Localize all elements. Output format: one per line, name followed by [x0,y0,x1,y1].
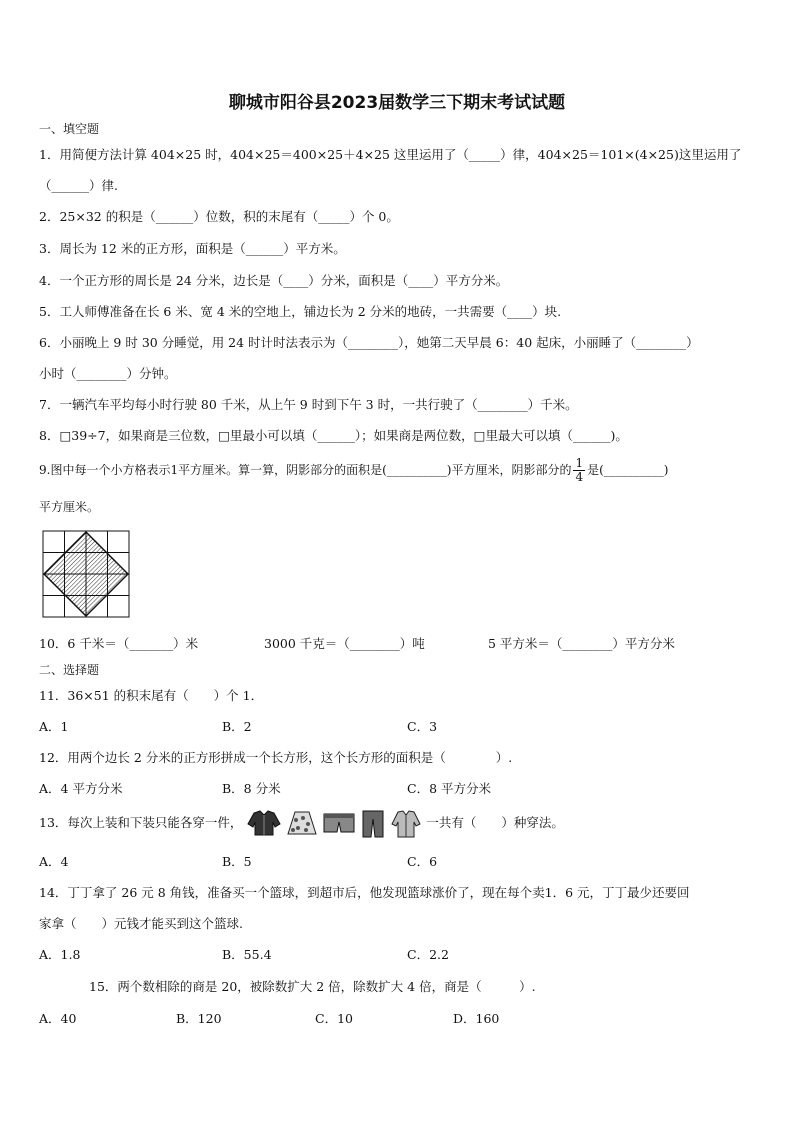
q15-option-b[interactable]: B．120 [176,1011,222,1026]
q13-option-b[interactable]: B．5 [222,854,252,869]
q13-option-c[interactable]: C．6 [407,854,438,869]
question-10-part-b: 3000 千克＝（________）吨 [264,636,425,651]
section-heading-fill: 一、填空题 [39,122,100,136]
section-heading-choice: 二、选择题 [39,663,100,677]
q15-option-c[interactable]: C．10 [315,1011,353,1026]
q15-option-a[interactable]: A．40 [39,1011,77,1026]
question-14-line-2: 家拿（ ）元钱才能买到这个篮球. [39,916,243,931]
question-6-line-2: 小时（________）分钟。 [39,366,177,381]
q14-option-b[interactable]: B．55.4 [222,947,272,962]
clothing-icons [246,810,422,838]
grid-lines [43,531,129,617]
question-3: 3．周长为 12 米的正方形，面积是（______）平方米。 [39,241,346,256]
question-1-line-1: 1．用简便方法计算 404×25 时，404×25＝400×25＋4×25 这里运用了（_____）律，404×25＝101×(4×25)这里运用了 [39,147,742,162]
q11-option-c[interactable]: C．3 [407,719,438,734]
skirt-icon [286,810,318,836]
shaded-diamond-grid-figure [42,530,130,618]
question-9-line-2: 平方厘米。 [39,500,100,514]
q12-option-a[interactable]: A．4 平方分米 [39,781,123,796]
question-15: 15．两个数相除的商是 20，被除数扩大 2 倍，除数扩大 4 倍，商是（ ）. [89,979,536,994]
coat-icon [390,810,422,838]
question-1-line-2: （______）律. [39,178,118,193]
question-12: 12．用两个边长 2 分米的正方形拼成一个长方形，这个长方形的面积是（ ）. [39,750,513,765]
question-9-line-1 [39,455,668,485]
q11-option-b[interactable]: B．2 [222,719,252,734]
question-13-text-a: 13．每次上装和下装只能各穿一件， [39,815,243,830]
q12-option-c[interactable]: C．8 平方分米 [407,781,491,796]
fraction-numerator: 1 [575,456,584,470]
question-9-text-c: 是(__________) [587,463,669,477]
fraction-one-quarter [573,457,585,484]
question-5: 5．工人师傅准备在长 6 米、宽 4 米的空地上，铺边长为 2 分米的地砖，一共需要（____）块. [39,304,562,319]
question-9-text-a: 9.图中每一个小方格表示1平方厘米。算一算，阴影部分的面积是(__________)平方厘米，阴影部分的 [39,463,572,477]
q13-option-a[interactable]: A．4 [39,854,69,869]
jacket-icon [246,810,282,836]
question-13-text-b: 一共有（ ）种穿法。 [426,815,564,830]
shorts-icon [322,810,356,836]
question-14-line-1: 14．丁丁拿了 26 元 8 角钱，准备买一个篮球，到超市后，他发现篮球涨价了，现在每个卖1．6 元，丁丁最少还要回 [39,885,690,900]
question-8: 8．□39÷7，如果商是三位数，□里最小可以填（______）；如果商是两位数，□里最大可以填（______)。 [39,428,628,443]
question-6-line-1: 6．小丽晚上 9 时 30 分睡觉，用 24 时计时法表示为（________），她第二天早晨 6：40 起床，小丽睡了（________） [39,335,699,350]
question-13 [39,806,564,840]
question-2: 2．25×32 的积是（______）位数，积的末尾有（_____）个 0。 [39,209,399,224]
question-4: 4．一个正方形的周长是 24 分米，边长是（____）分米，面积是（____）平方分米。 [39,273,509,288]
trousers-icon [360,810,386,838]
q11-option-a[interactable]: A．1 [39,719,69,734]
q15-option-d[interactable]: D．160 [453,1011,500,1026]
q14-option-c[interactable]: C．2.2 [407,947,449,962]
fraction-denominator: 4 [575,470,584,484]
page-title: 聊城市阳谷县2023届数学三下期末考试试题 [228,93,566,113]
question-7: 7．一辆汽车平均每小时行驶 80 千米，从上午 9 时到下午 3 时，一共行驶了（________）千米。 [39,397,578,412]
question-11: 11．36×51 的积末尾有（ ）个 1． [39,688,264,703]
q14-option-a[interactable]: A．1.8 [39,947,81,962]
question-10-part-c: 5 平方米＝（________）平方分米 [488,636,675,651]
question-10-part-a: 10．6 千米＝（_______）米 [39,636,199,651]
q12-option-b[interactable]: B．8 分米 [222,781,281,796]
